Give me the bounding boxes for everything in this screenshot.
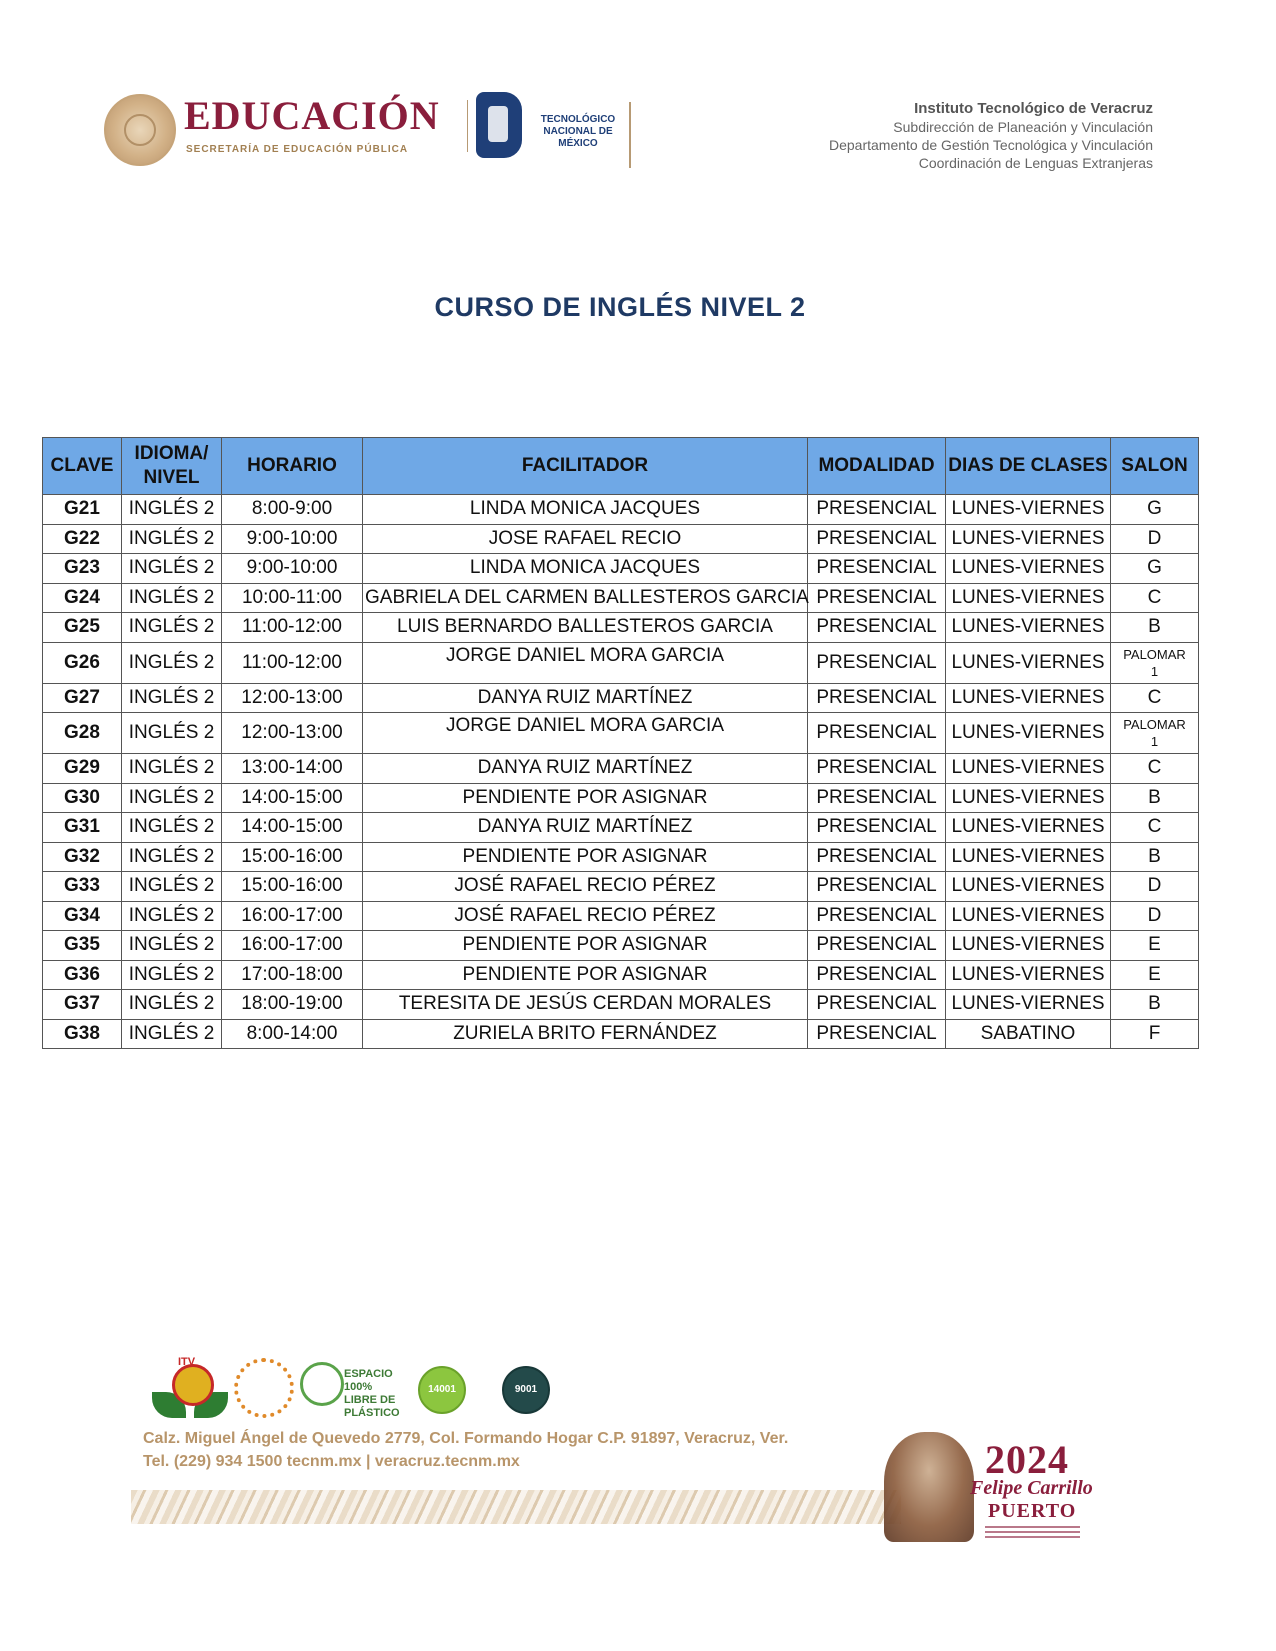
cell-facilitador: LINDA MONICA JACQUES <box>363 554 808 584</box>
cell-nivel: INGLÉS 2 <box>122 872 222 902</box>
cell-horario: 14:00-15:00 <box>222 813 363 843</box>
cell-horario: 18:00-19:00 <box>222 990 363 1020</box>
cell-nivel: INGLÉS 2 <box>122 990 222 1020</box>
col-header-facilitador: FACILITADOR <box>363 438 808 495</box>
cell-dias: LUNES-VIERNES <box>946 813 1111 843</box>
institution-info <box>829 100 1153 172</box>
table-row <box>43 583 1199 613</box>
cell-facilitador: JORGE DANIEL MORA GARCIA <box>363 713 808 754</box>
cell-modalidad: PRESENCIAL <box>808 783 946 813</box>
cell-nivel: INGLÉS 2 <box>122 754 222 784</box>
table-row <box>43 931 1199 961</box>
cell-modalidad: PRESENCIAL <box>808 960 946 990</box>
cell-salon-line2: 1 <box>1150 663 1159 679</box>
itv-logo-text: ITV <box>178 1356 196 1368</box>
cell-horario: 15:00-16:00 <box>222 842 363 872</box>
cell-dias: LUNES-VIERNES <box>946 554 1111 584</box>
table-row <box>43 872 1199 902</box>
table-row <box>43 901 1199 931</box>
cell-dias: LUNES-VIERNES <box>946 613 1111 643</box>
departamento: Departamento de Gestión Tecnológica y Vinculación <box>828 137 1153 153</box>
table-row <box>43 783 1199 813</box>
cell-salon: C <box>1111 583 1199 613</box>
cell-dias: LUNES-VIERNES <box>946 901 1111 931</box>
cell-clave: G38 <box>43 1019 122 1049</box>
cell-nivel: INGLÉS 2 <box>122 960 222 990</box>
cell-salon <box>1111 713 1199 754</box>
cell-salon-line2: 1 <box>1150 734 1159 749</box>
table-row <box>43 1019 1199 1049</box>
header-logos <box>104 92 664 172</box>
cell-facilitador: PENDIENTE POR ASIGNAR <box>363 842 808 872</box>
cell-horario: 11:00-12:00 <box>222 613 363 643</box>
schedule-body <box>43 495 1199 1049</box>
cell-salon: C <box>1111 754 1199 784</box>
cell-horario: 14:00-15:00 <box>222 783 363 813</box>
table-row <box>43 495 1199 525</box>
table-row <box>43 683 1199 713</box>
cell-nivel: INGLÉS 2 <box>122 842 222 872</box>
cell-nivel: INGLÉS 2 <box>122 783 222 813</box>
iso-9001-badge-icon <box>496 1358 552 1418</box>
cell-salon: B <box>1111 990 1199 1020</box>
cell-horario: 12:00-13:00 <box>222 713 363 754</box>
plastic-free-badge <box>300 1358 400 1419</box>
cell-salon: D <box>1111 524 1199 554</box>
coordinacion: Coordinación de Lenguas Extranjeras <box>918 155 1153 171</box>
col-header-idioma-line1: IDIOMA/ <box>134 443 209 464</box>
cell-nivel: INGLÉS 2 <box>122 583 222 613</box>
cell-clave: G35 <box>43 931 122 961</box>
cell-modalidad: PRESENCIAL <box>808 754 946 784</box>
cell-facilitador: GABRIELA DEL CARMEN BALLESTEROS GARCIA <box>363 583 808 613</box>
table-row <box>43 813 1199 843</box>
cell-modalidad: PRESENCIAL <box>808 1019 946 1049</box>
cell-nivel: INGLÉS 2 <box>122 901 222 931</box>
table-row <box>43 960 1199 990</box>
agency-title: EDUCACIÓN <box>184 93 440 138</box>
schedule-table <box>42 437 1199 1049</box>
cell-modalidad: PRESENCIAL <box>808 990 946 1020</box>
cell-facilitador: JOSÉ RAFAEL RECIO PÉREZ <box>363 901 808 931</box>
gear-icon <box>172 1364 214 1406</box>
tecnm-logo-text <box>528 114 628 150</box>
cell-clave: G34 <box>43 901 122 931</box>
logo-divider <box>629 102 631 168</box>
cell-salon: G <box>1111 495 1199 525</box>
cell-facilitador: TERESITA DE JESÚS CERDAN MORALES <box>363 990 808 1020</box>
cell-modalidad: PRESENCIAL <box>808 613 946 643</box>
logo-divider <box>467 100 468 152</box>
cell-salon: C <box>1111 813 1199 843</box>
cell-modalidad: PRESENCIAL <box>808 583 946 613</box>
footer-address <box>143 1427 788 1473</box>
cell-horario: 13:00-14:00 <box>222 754 363 784</box>
cell-nivel: INGLÉS 2 <box>122 642 222 683</box>
cell-facilitador: PENDIENTE POR ASIGNAR <box>363 960 808 990</box>
cell-salon: B <box>1111 613 1199 643</box>
cell-facilitador: DANYA RUIZ MARTÍNEZ <box>363 813 808 843</box>
cell-nivel: INGLÉS 2 <box>122 1019 222 1049</box>
cell-dias: LUNES-VIERNES <box>946 713 1111 754</box>
table-header-row <box>43 438 1199 495</box>
cell-horario: 16:00-17:00 <box>222 901 363 931</box>
cell-salon: B <box>1111 842 1199 872</box>
iso-14001-badge-icon <box>412 1358 468 1418</box>
cell-salon: D <box>1111 872 1199 902</box>
cell-horario: 8:00-9:00 <box>222 495 363 525</box>
tecnm-logo-line1: TECNOLÓGICO <box>540 114 616 125</box>
cell-facilitador: PENDIENTE POR ASIGNAR <box>363 931 808 961</box>
cell-facilitador: JOSÉ RAFAEL RECIO PÉREZ <box>363 872 808 902</box>
cell-dias: LUNES-VIERNES <box>946 783 1111 813</box>
cell-modalidad: PRESENCIAL <box>808 901 946 931</box>
cell-clave: G37 <box>43 990 122 1020</box>
agency-subtitle: SECRETARÍA DE EDUCACIÓN PÚBLICA <box>186 144 409 155</box>
cell-modalidad: PRESENCIAL <box>808 495 946 525</box>
plastic-free-line1: ESPACIO 100% <box>344 1368 393 1393</box>
col-header-modalidad: MODALIDAD <box>808 438 946 495</box>
table-row <box>43 613 1199 643</box>
cell-horario: 16:00-17:00 <box>222 931 363 961</box>
cell-clave: G23 <box>43 554 122 584</box>
cell-modalidad: PRESENCIAL <box>808 642 946 683</box>
cell-facilitador: PENDIENTE POR ASIGNAR <box>363 783 808 813</box>
cell-modalidad: PRESENCIAL <box>808 524 946 554</box>
cell-modalidad: PRESENCIAL <box>808 813 946 843</box>
certification-badges <box>150 1358 570 1420</box>
cell-dias: LUNES-VIERNES <box>946 524 1111 554</box>
cell-modalidad: PRESENCIAL <box>808 842 946 872</box>
cell-clave: G26 <box>43 642 122 683</box>
cell-horario: 9:00-10:00 <box>222 554 363 584</box>
cell-dias: LUNES-VIERNES <box>946 683 1111 713</box>
cell-clave: G33 <box>43 872 122 902</box>
cell-clave: G28 <box>43 713 122 754</box>
cell-nivel: INGLÉS 2 <box>122 495 222 525</box>
table-row <box>43 990 1199 1020</box>
cell-clave: G24 <box>43 583 122 613</box>
year-logo: 2024 <box>985 1437 1069 1482</box>
cell-facilitador: ZURIELA BRITO FERNÁNDEZ <box>363 1019 808 1049</box>
tecnm-logo-icon <box>476 92 522 158</box>
cell-salon: F <box>1111 1019 1199 1049</box>
cell-clave: G29 <box>43 754 122 784</box>
col-header-horario: HORARIO <box>222 438 363 495</box>
decorative-pattern-band <box>131 1490 901 1524</box>
plastic-free-text <box>344 1368 400 1420</box>
address-line: Calz. Miguel Ángel de Quevedo 2779, Col. Formando Hogar C.P. 91897, Veracruz, Ver. <box>143 1430 789 1447</box>
year-name-line1: Felipe Carrillo <box>970 1477 1093 1499</box>
cell-nivel: INGLÉS 2 <box>122 524 222 554</box>
cell-facilitador: JOSE RAFAEL RECIO <box>363 524 808 554</box>
year-name-line2: PUERTO <box>988 1500 1077 1522</box>
iso-14001-seal <box>418 1366 466 1414</box>
col-header-idioma-line2: NIVEL <box>143 467 200 488</box>
year-caption-lines <box>985 1526 1080 1541</box>
national-seal-icon <box>104 94 176 166</box>
cell-dias: LUNES-VIERNES <box>946 842 1111 872</box>
cell-salon <box>1111 642 1199 683</box>
cell-horario: 8:00-14:00 <box>222 1019 363 1049</box>
cell-salon-line1: PALOMAR <box>1123 717 1186 732</box>
cell-horario: 17:00-18:00 <box>222 960 363 990</box>
col-header-salon: SALON <box>1111 438 1199 495</box>
cell-clave: G21 <box>43 495 122 525</box>
cell-salon: D <box>1111 901 1199 931</box>
cell-dias: LUNES-VIERNES <box>946 990 1111 1020</box>
subdireccion: Subdirección de Planeación y Vinculación <box>893 119 1153 135</box>
cell-modalidad: PRESENCIAL <box>808 554 946 584</box>
heart-icon <box>300 1362 344 1406</box>
cell-salon: E <box>1111 931 1199 961</box>
cell-modalidad: PRESENCIAL <box>808 872 946 902</box>
cell-modalidad: PRESENCIAL <box>808 931 946 961</box>
table-row <box>43 524 1199 554</box>
cell-salon-line1: PALOMAR <box>1123 646 1186 662</box>
cell-dias: SABATINO <box>946 1019 1111 1049</box>
cell-horario: 11:00-12:00 <box>222 642 363 683</box>
cell-salon: B <box>1111 783 1199 813</box>
contact-line: Tel. (229) 934 1500 tecnm.mx | veracruz.tecnm.mx <box>143 1453 520 1470</box>
cell-facilitador: DANYA RUIZ MARTÍNEZ <box>363 754 808 784</box>
itv-logo-icon <box>152 1358 228 1418</box>
cell-nivel: INGLÉS 2 <box>122 554 222 584</box>
cell-dias: LUNES-VIERNES <box>946 495 1111 525</box>
cell-nivel: INGLÉS 2 <box>122 683 222 713</box>
cell-salon: G <box>1111 554 1199 584</box>
cell-facilitador: LINDA MONICA JACQUES <box>363 495 808 525</box>
col-header-dias: DIAS DE CLASES <box>946 438 1111 495</box>
cell-horario: 10:00-11:00 <box>222 583 363 613</box>
cell-dias: LUNES-VIERNES <box>946 754 1111 784</box>
cell-nivel: INGLÉS 2 <box>122 713 222 754</box>
cell-facilitador: JORGE DANIEL MORA GARCIA <box>363 642 808 683</box>
cell-facilitador: LUIS BERNARDO BALLESTEROS GARCIA <box>363 613 808 643</box>
tecnm-logo-line2: NACIONAL DE MÉXICO <box>543 126 613 149</box>
table-row <box>43 754 1199 784</box>
table-row <box>43 842 1199 872</box>
cell-clave: G32 <box>43 842 122 872</box>
cell-facilitador: DANYA RUIZ MARTÍNEZ <box>363 683 808 713</box>
institution-name: Instituto Tecnológico de Veracruz <box>914 100 1153 117</box>
table-row <box>43 713 1199 754</box>
plastic-free-line2: LIBRE DE PLÁSTICO <box>344 1394 400 1419</box>
iso-9001-seal <box>502 1366 550 1414</box>
cell-horario: 9:00-10:00 <box>222 524 363 554</box>
cell-nivel: INGLÉS 2 <box>122 931 222 961</box>
table-row <box>43 554 1199 584</box>
cell-clave: G22 <box>43 524 122 554</box>
cell-clave: G30 <box>43 783 122 813</box>
cell-modalidad: PRESENCIAL <box>808 713 946 754</box>
cell-horario: 12:00-13:00 <box>222 683 363 713</box>
col-header-idioma <box>122 438 222 495</box>
cell-clave: G27 <box>43 683 122 713</box>
cell-nivel: INGLÉS 2 <box>122 813 222 843</box>
cell-modalidad: PRESENCIAL <box>808 683 946 713</box>
cell-horario: 15:00-16:00 <box>222 872 363 902</box>
cell-salon: C <box>1111 683 1199 713</box>
col-header-clave: CLAVE <box>43 438 122 495</box>
cell-dias: LUNES-VIERNES <box>946 642 1111 683</box>
cell-salon: E <box>1111 960 1199 990</box>
iso-9001-text: 9001 <box>514 1384 538 1395</box>
page-title: CURSO DE INGLÉS NIVEL 2 <box>434 292 806 322</box>
cell-clave: G36 <box>43 960 122 990</box>
cell-dias: LUNES-VIERNES <box>946 872 1111 902</box>
cell-dias: LUNES-VIERNES <box>946 960 1111 990</box>
cell-clave: G31 <box>43 813 122 843</box>
cell-dias: LUNES-VIERNES <box>946 583 1111 613</box>
iso-14001-text: 14001 <box>428 1384 456 1395</box>
table-row <box>43 642 1199 683</box>
cell-dias: LUNES-VIERNES <box>946 931 1111 961</box>
cell-clave: G25 <box>43 613 122 643</box>
inclusion-ring-icon <box>234 1358 294 1418</box>
portrait-icon <box>884 1432 974 1542</box>
cell-nivel: INGLÉS 2 <box>122 613 222 643</box>
